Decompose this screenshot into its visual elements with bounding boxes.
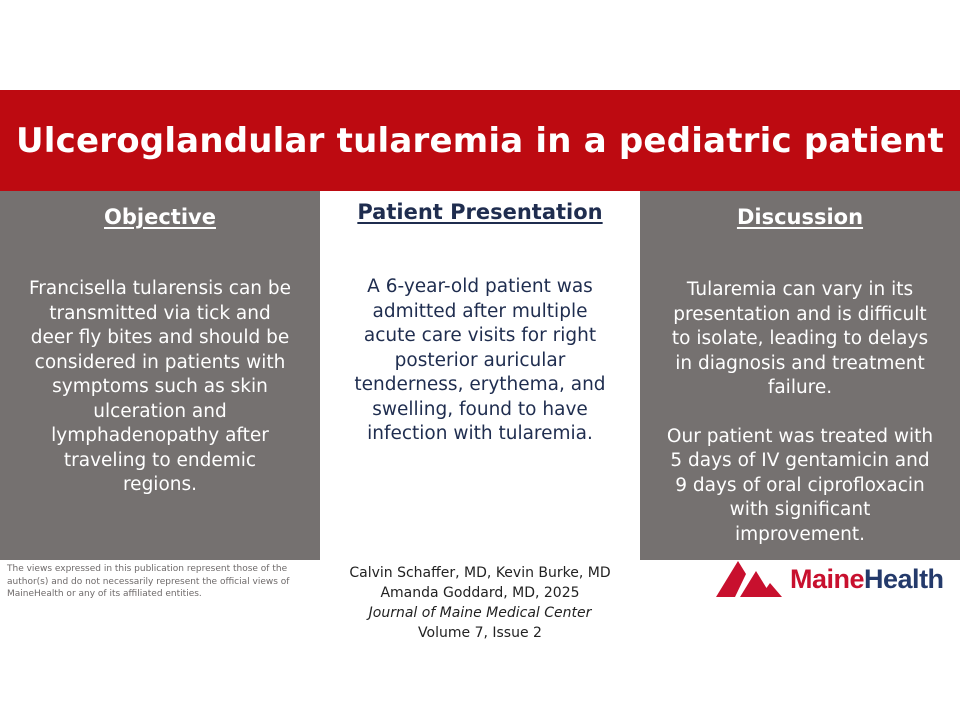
objective-panel bbox=[0, 191, 320, 560]
logo-word-health: Health bbox=[864, 563, 944, 594]
title-banner bbox=[0, 90, 960, 191]
objective-heading: Objective bbox=[104, 205, 216, 229]
citation-volume: Volume 7, Issue 2 bbox=[418, 625, 542, 641]
citation-authors-2: Amanda Goddard, MD, 2025 bbox=[380, 585, 580, 601]
presentation-text: A 6-year-old patient was admitted after multiple acute care visits for right posterior auricular tenderness, erythema, and swelling, found to have infection with tularemia. bbox=[354, 276, 606, 444]
presentation-heading: Patient Presentation bbox=[357, 200, 603, 224]
discussion-panel bbox=[640, 191, 960, 560]
logo-wordmark bbox=[790, 564, 944, 595]
discussion-heading: Discussion bbox=[736, 205, 864, 229]
discussion-paragraph-1: Tularemia can vary in its presentation and is difficult to isolate, leading to delays in diagnosis and treatment failure. bbox=[671, 279, 929, 398]
presentation-panel bbox=[320, 191, 640, 550]
citation-block bbox=[320, 563, 640, 643]
mountain-logo-icon bbox=[716, 561, 784, 597]
disclaimer-text: The views expressed in this publication represent those of the author(s) and do not necessarily represent the official views of MaineHealth or any of its affiliated entities. bbox=[7, 564, 290, 599]
logo-word-maine: Maine bbox=[790, 563, 865, 594]
mainehealth-logo bbox=[716, 559, 944, 599]
poster-title: Ulceroglandular tularemia in a pediatric patient bbox=[15, 120, 944, 161]
citation-authors-1: Calvin Schaffer, MD, Kevin Burke, MD bbox=[349, 565, 611, 581]
discussion-paragraph-2: Our patient was treated with 5 days of IV gentamicin and 9 days of oral ciprofloxacin with significant improvement. bbox=[666, 425, 934, 545]
objective-text: Francisella tularensis can be transmitted via tick and deer fly bites and should be considered in patients with symptoms such as skin ulceration and lymphadenopathy after traveling to endemic regions. bbox=[28, 278, 292, 495]
citation-journal: Journal of Maine Medical Center bbox=[368, 605, 592, 621]
